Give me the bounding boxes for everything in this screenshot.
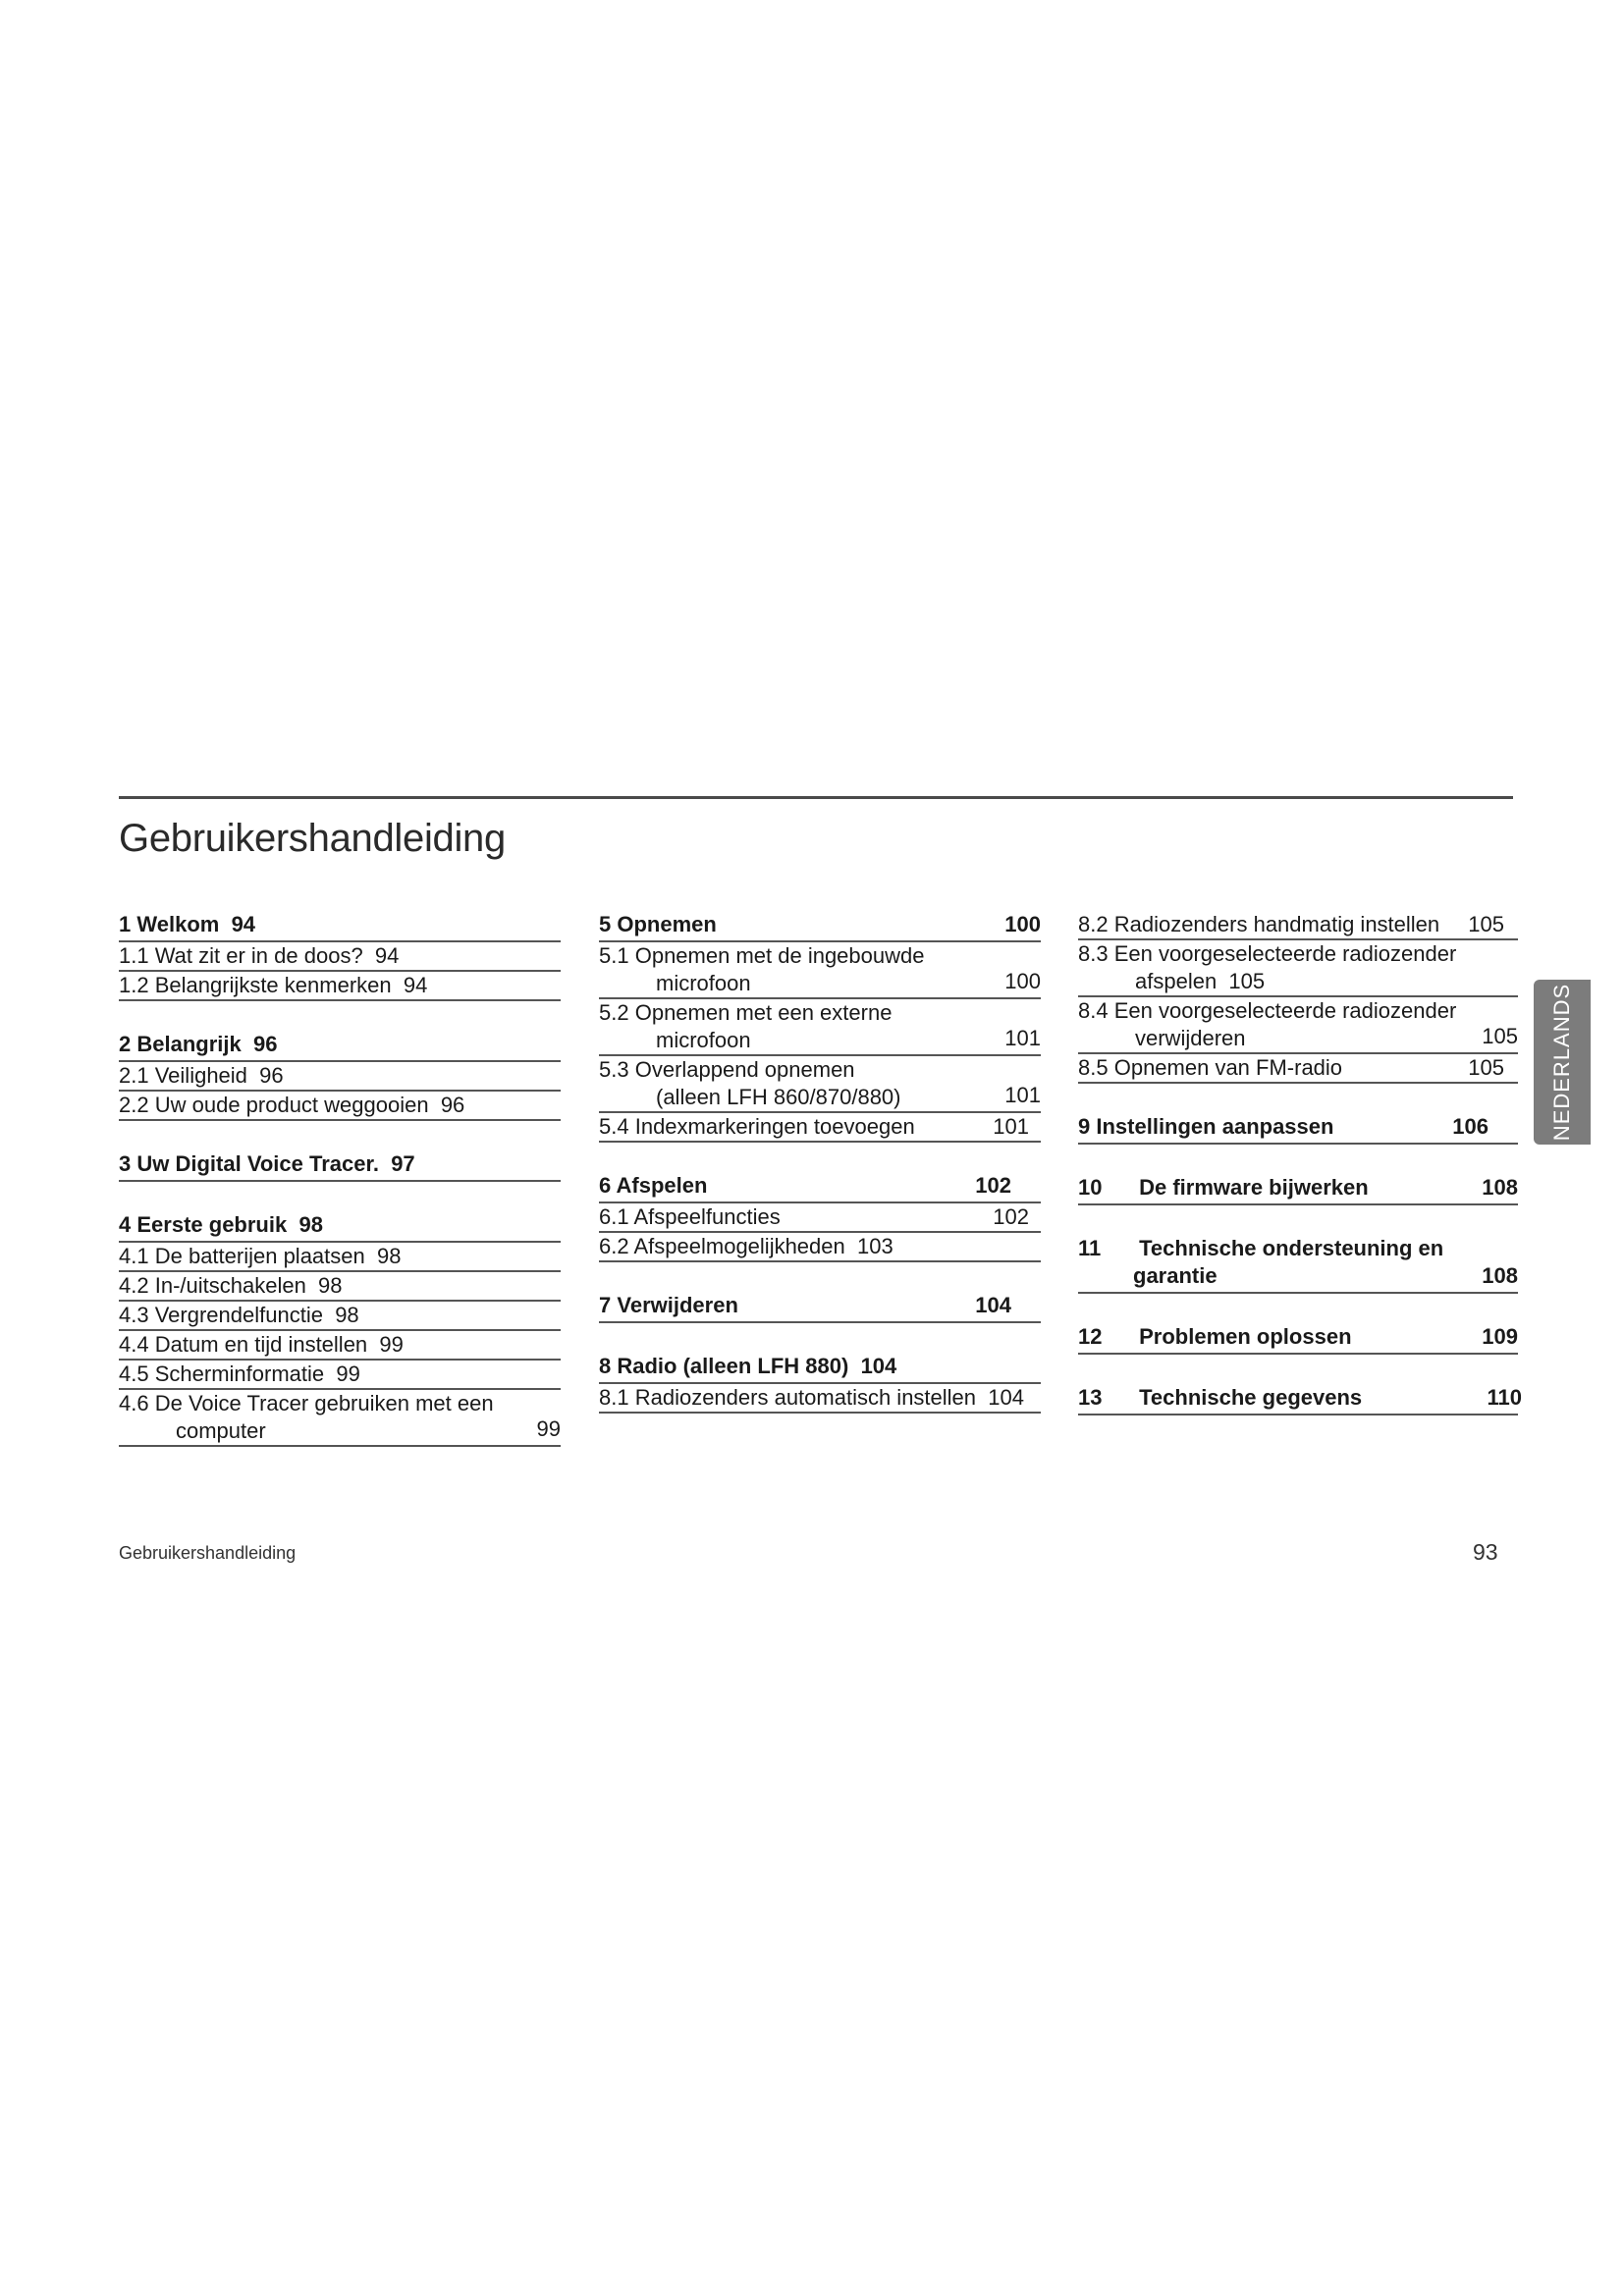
toc-number: 2 [119, 1032, 132, 1056]
toc-section [119, 1031, 561, 1062]
toc-page: 109 [1482, 1324, 1518, 1349]
toc-label-continued [599, 1027, 1041, 1054]
toc-section [599, 1292, 1041, 1323]
toc-entry-text [119, 1062, 561, 1090]
toc-page: 105 [1482, 1024, 1518, 1048]
toc-entry-text [599, 999, 1041, 1027]
toc-column-2 [599, 911, 1041, 1414]
toc-subsection [599, 1384, 1041, 1414]
footer-label: Gebruikershandleiding [119, 1543, 297, 1563]
toc-label: Instellingen aanpassen [1096, 1114, 1334, 1139]
toc-subsection [119, 1092, 561, 1121]
toc-page: 96 [440, 1093, 465, 1117]
toc-number: 8.4 [1078, 998, 1109, 1023]
toc-subsection [599, 1113, 1041, 1143]
toc-label-continued [119, 1417, 561, 1445]
toc-number: 2.2 [119, 1093, 149, 1117]
toc-section [1078, 1323, 1518, 1355]
toc-label: Welkom [136, 912, 220, 936]
toc-number: 5 [599, 912, 612, 936]
toc-number: 4.4 [119, 1332, 149, 1357]
toc-entry-text [599, 1113, 1041, 1141]
toc-entry-text [1078, 1384, 1518, 1412]
toc-gap [1078, 1294, 1518, 1323]
page-title: Gebruikershandleiding [119, 817, 506, 860]
toc-section [599, 1353, 1041, 1384]
toc-page: 110 [1487, 1385, 1522, 1410]
toc-subsection [119, 1390, 561, 1447]
toc-number: 4.5 [119, 1362, 149, 1386]
toc-section [1078, 1174, 1518, 1205]
toc-page: 106 [1452, 1114, 1489, 1139]
toc-page: 101 [1004, 1083, 1041, 1107]
toc-page: 104 [988, 1385, 1024, 1410]
toc-page: 94 [374, 943, 400, 968]
toc-page: 94 [231, 912, 256, 936]
toc-gap [1078, 1205, 1518, 1235]
toc-number: 1.2 [119, 973, 149, 997]
toc-page: 105 [1468, 1055, 1504, 1080]
toc-gap [599, 1143, 1041, 1172]
toc-number: 5.3 [599, 1057, 629, 1082]
toc-entry-text [119, 911, 561, 938]
toc-number: 3 [119, 1151, 132, 1176]
toc-entry-text [119, 1302, 561, 1329]
toc-label: De batterijen plaatsen [154, 1244, 365, 1268]
toc-label: Scherminformatie [154, 1362, 325, 1386]
toc-label: Radiozenders automatisch instellen [634, 1385, 977, 1410]
footer-page-number: 93 [1473, 1539, 1498, 1565]
toc-number: 8.3 [1078, 941, 1109, 966]
toc-label-continued [1078, 1025, 1518, 1052]
toc-page: 94 [403, 973, 428, 997]
toc-entry-text [1078, 1235, 1518, 1262]
toc-label: Een voorgeselecteerde radiozender [1113, 941, 1457, 966]
toc-subsection [119, 1272, 561, 1302]
toc-subsection [1078, 997, 1518, 1054]
toc-subsection [599, 1203, 1041, 1233]
toc-label: Afspeelfuncties [633, 1204, 781, 1229]
toc-entry-text [119, 972, 561, 999]
toc-number: 4 [119, 1212, 132, 1237]
toc-entry-text [119, 1211, 561, 1239]
toc-page: 98 [298, 1212, 323, 1237]
toc-entry-text [1078, 1323, 1518, 1351]
toc-number: 7 [599, 1293, 612, 1317]
toc-page: 96 [252, 1032, 278, 1056]
toc-entry-text [599, 1353, 1041, 1380]
toc-section [599, 911, 1041, 942]
toc-gap [1078, 1084, 1518, 1113]
toc-label-continued-text: computer [176, 1418, 266, 1443]
toc-page: 102 [993, 1204, 1029, 1229]
toc-entry-text [1078, 911, 1518, 938]
toc-subsection [599, 942, 1041, 999]
toc-section [1078, 1113, 1518, 1145]
toc-label: Opnemen met een externe [634, 1000, 893, 1025]
toc-subsection [599, 1233, 1041, 1262]
toc-number: 5.2 [599, 1000, 629, 1025]
toc-label-continued-text: garantie [1133, 1263, 1218, 1288]
toc-subsection [599, 999, 1041, 1056]
toc-gap [599, 1262, 1041, 1292]
toc-gap [119, 1001, 561, 1031]
toc-subsection [119, 1331, 561, 1361]
toc-label: Verwijderen [617, 1293, 738, 1317]
toc-label: Problemen oplossen [1139, 1324, 1352, 1349]
toc-page: 108 [1482, 1175, 1518, 1200]
toc-label-continued-text: (alleen LFH 860/870/880) [656, 1085, 901, 1109]
toc-number: 9 [1078, 1114, 1091, 1139]
toc-number: 5.4 [599, 1114, 629, 1139]
toc-number: 8.2 [1078, 912, 1109, 936]
toc-number: 13 [1078, 1385, 1103, 1410]
toc-label: Technische ondersteuning en [1139, 1236, 1444, 1260]
toc-page: 108 [1482, 1263, 1518, 1288]
toc-section [119, 911, 561, 942]
toc-entry-text [599, 911, 1041, 938]
toc-label-continued [599, 1084, 1041, 1111]
toc-subsection [119, 942, 561, 972]
toc-page: 96 [259, 1063, 284, 1088]
toc-page: 98 [318, 1273, 343, 1298]
toc-label: Wat zit er in de doos? [154, 943, 363, 968]
toc-number: 6.2 [599, 1234, 629, 1258]
toc-label: Datum en tijd instellen [154, 1332, 368, 1357]
toc-label: Eerste gebruik [136, 1212, 288, 1237]
toc-page: 99 [379, 1332, 404, 1357]
toc-number: 2.1 [119, 1063, 149, 1088]
toc-number: 8 [599, 1354, 612, 1378]
toc-label-continued-text: microfoon [656, 971, 751, 995]
toc-label: Uw oude product weggooien [154, 1093, 429, 1117]
toc-number: 6 [599, 1173, 612, 1198]
toc-page: 100 [1004, 969, 1041, 993]
toc-number: 12 [1078, 1324, 1103, 1349]
toc-entry-text [119, 942, 561, 970]
toc-entry-text [119, 1361, 561, 1388]
toc-label: Uw Digital Voice Tracer. [136, 1151, 379, 1176]
toc-entry-text [119, 1243, 561, 1270]
toc-label: Overlappend opnemen [634, 1057, 855, 1082]
toc-subsection [1078, 911, 1518, 940]
toc-number: 4.6 [119, 1391, 149, 1415]
toc-gap [119, 1182, 561, 1211]
toc-entry-text [599, 1203, 1041, 1231]
toc-gap [119, 1121, 561, 1150]
toc-page: 104 [860, 1354, 897, 1378]
toc-page: 102 [975, 1173, 1011, 1198]
toc-column-1 [119, 911, 561, 1447]
toc-entry-text [119, 1272, 561, 1300]
toc-gap [599, 1323, 1041, 1353]
toc-subsection [1078, 1054, 1518, 1084]
toc-label-continued [599, 970, 1041, 997]
toc-entry-text [119, 1150, 561, 1178]
toc-number: 1 [119, 912, 132, 936]
toc-entry-text [119, 1092, 561, 1119]
toc-label: Indexmarkeringen toevoegen [634, 1114, 915, 1139]
toc-label: Belangrijk [136, 1032, 242, 1056]
toc-entry-text [599, 1384, 1041, 1412]
toc-number: 6.1 [599, 1204, 629, 1229]
toc-number: 1.1 [119, 943, 149, 968]
toc-label: Radiozenders handmatig instellen [1113, 912, 1440, 936]
toc-entry-text [119, 1031, 561, 1058]
toc-label: Radio (alleen LFH 880) [617, 1354, 849, 1378]
toc-label: Veiligheid [154, 1063, 247, 1088]
toc-page: 105 [1228, 969, 1266, 993]
toc-label: Een voorgeselecteerde radiozender [1113, 998, 1457, 1023]
toc-label: Vergrendelfunctie [154, 1303, 323, 1327]
toc-number: 8.1 [599, 1385, 629, 1410]
toc-number: 11 [1078, 1236, 1102, 1260]
toc-label: De Voice Tracer gebruiken met een [154, 1391, 494, 1415]
toc-entry-text [599, 1233, 1041, 1260]
toc-label-continued-text: microfoon [656, 1028, 751, 1052]
toc-page: 99 [536, 1416, 561, 1441]
language-tab-label: NEDERLANDS [1549, 983, 1574, 1142]
toc-number: 5.1 [599, 943, 629, 968]
toc-number: 4.2 [119, 1273, 149, 1298]
toc-column-3 [1078, 911, 1522, 1415]
toc-page: 104 [975, 1293, 1011, 1317]
toc-subsection [119, 972, 561, 1001]
toc-number: 10 [1078, 1175, 1103, 1200]
toc-page: 105 [1468, 912, 1504, 936]
toc-number: 4.3 [119, 1303, 149, 1327]
toc-entry-text [1078, 1054, 1518, 1082]
toc-section [119, 1211, 561, 1243]
toc-label: De firmware bijwerken [1139, 1175, 1369, 1200]
toc-entry-text [599, 942, 1041, 970]
toc-entry-text [599, 1056, 1041, 1084]
top-rule [119, 796, 1513, 799]
toc-label-continued [1078, 1262, 1518, 1290]
toc-label: Technische gegevens [1139, 1385, 1363, 1410]
toc-label-continued-text: afspelen [1135, 969, 1218, 993]
toc-page: 103 [857, 1234, 893, 1258]
toc-subsection [1078, 940, 1518, 997]
toc-section [119, 1150, 561, 1182]
language-tab [1534, 980, 1591, 1145]
toc-label: Afspelen [616, 1173, 708, 1198]
toc-entry-text [1078, 1174, 1518, 1201]
toc-subsection [599, 1056, 1041, 1113]
toc-label: In-/uitschakelen [154, 1273, 306, 1298]
toc-entry-text [119, 1331, 561, 1359]
toc-section [1078, 1384, 1522, 1415]
toc-number: 4.1 [119, 1244, 149, 1268]
toc-section [1078, 1235, 1518, 1294]
toc-page: 100 [1004, 912, 1041, 936]
toc-page: 98 [376, 1244, 402, 1268]
toc-label-continued-text: verwijderen [1135, 1026, 1246, 1050]
toc-page: 99 [336, 1362, 360, 1386]
toc-subsection [119, 1361, 561, 1390]
toc-gap [1078, 1355, 1518, 1384]
toc-number: 8.5 [1078, 1055, 1109, 1080]
toc-subsection [119, 1302, 561, 1331]
toc-entry-text [119, 1390, 561, 1417]
toc-label: Opnemen met de ingebouwde [634, 943, 925, 968]
toc-subsection [119, 1062, 561, 1092]
toc-gap [1078, 1145, 1518, 1174]
toc-page: 98 [335, 1303, 359, 1327]
toc-page: 101 [993, 1114, 1029, 1139]
toc-entry-text [1078, 997, 1518, 1025]
toc-label: Opnemen [617, 912, 717, 936]
toc-subsection [119, 1243, 561, 1272]
toc-section [599, 1172, 1041, 1203]
toc-label: Belangrijkste kenmerken [154, 973, 392, 997]
toc-label: Opnemen van FM-radio [1113, 1055, 1343, 1080]
toc-page: 101 [1004, 1026, 1041, 1050]
toc-label-continued [1078, 968, 1518, 995]
toc-entry-text [1078, 940, 1518, 968]
toc-page: 97 [391, 1151, 415, 1176]
toc-label: Afspeelmogelijkheden [633, 1234, 845, 1258]
